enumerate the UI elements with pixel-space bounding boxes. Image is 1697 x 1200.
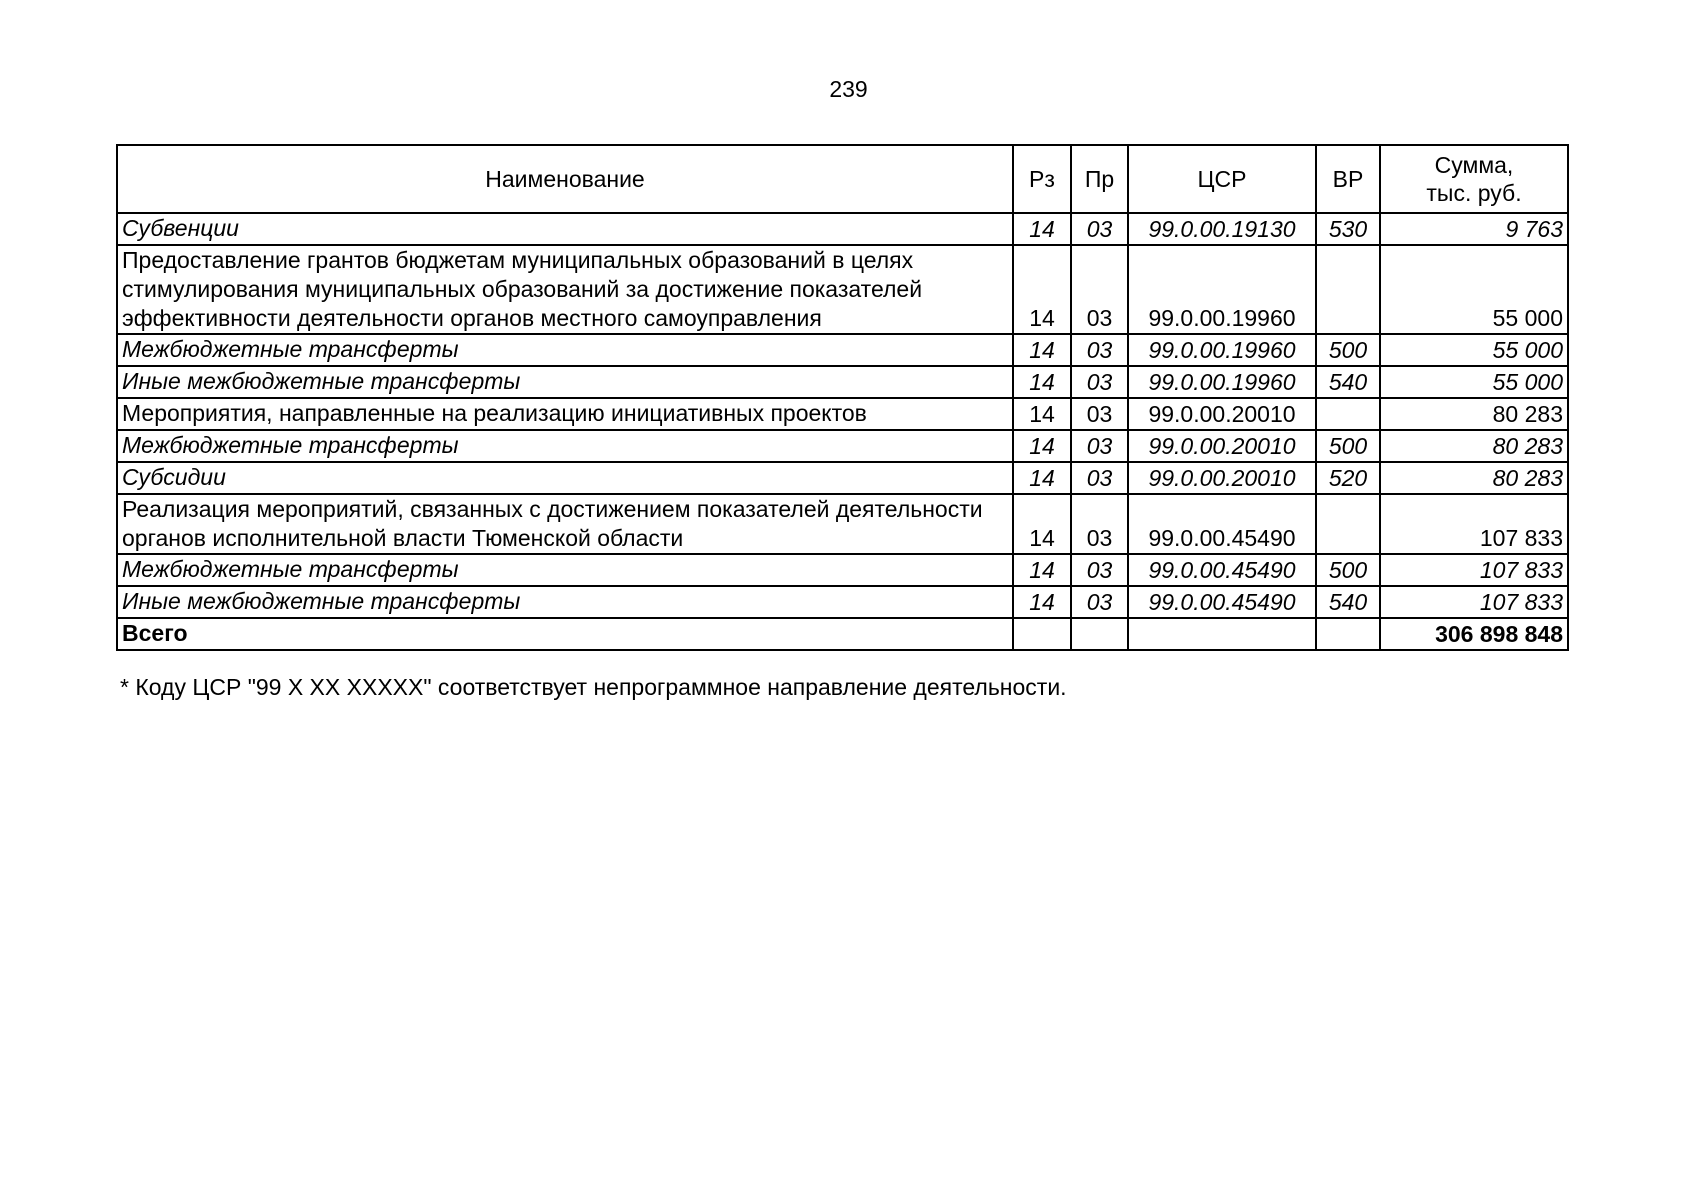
cell-rz: 14 [1013,430,1071,462]
cell-pr: 03 [1071,334,1128,366]
cell-name: Субсидии [117,462,1013,494]
cell-vr [1316,618,1380,650]
cell-rz: 14 [1013,554,1071,586]
cell-name: Межбюджетные трансферты [117,334,1013,366]
footnote: * Коду ЦСР "99 Х ХХ ХХХХХ" соответствует непрограммное направление деятельности. [120,674,1067,700]
cell-pr: 03 [1071,430,1128,462]
cell-name: Мероприятия, направленные на реализацию инициативных проектов [117,398,1013,430]
budget-table [116,144,1569,651]
table-row [117,334,1568,366]
cell-sum: 80 283 [1380,398,1568,430]
cell-sum: 55 000 [1380,245,1568,334]
cell-pr [1071,618,1128,650]
header-sum-line2: тыс. руб. [1426,180,1522,206]
cell-pr: 03 [1071,213,1128,245]
cell-pr: 03 [1071,462,1128,494]
table-row [117,366,1568,398]
table-row [117,494,1568,554]
cell-rz: 14 [1013,213,1071,245]
cell-csr: 99.0.00.45490 [1128,586,1316,618]
cell-rz [1013,618,1071,650]
header-pr: Пр [1071,145,1128,213]
cell-csr [1128,618,1316,650]
cell-sum: 107 833 [1380,554,1568,586]
header-sum [1380,145,1568,213]
cell-rz: 14 [1013,586,1071,618]
cell-pr: 03 [1071,245,1128,334]
cell-name: Субвенции [117,213,1013,245]
cell-sum: 107 833 [1380,586,1568,618]
cell-rz: 14 [1013,494,1071,554]
header-name: Наименование [117,145,1013,213]
cell-vr: 530 [1316,213,1380,245]
cell-vr: 540 [1316,366,1380,398]
cell-name: Иные межбюджетные трансферты [117,366,1013,398]
cell-name: Межбюджетные трансферты [117,554,1013,586]
cell-sum: 107 833 [1380,494,1568,554]
cell-sum: 9 763 [1380,213,1568,245]
cell-vr: 500 [1316,430,1380,462]
header-vr: ВР [1316,145,1380,213]
cell-vr: 500 [1316,554,1380,586]
cell-name: Иные межбюджетные трансферты [117,586,1013,618]
cell-rz: 14 [1013,245,1071,334]
total-sum: 306 898 848 [1380,618,1568,650]
table-total-row [117,618,1568,650]
cell-sum: 80 283 [1380,462,1568,494]
cell-sum: 55 000 [1380,366,1568,398]
cell-name: Реализация мероприятий, связанных с достижением показателей деятельности органов исполнительной власти Тюменской области [117,494,1013,554]
cell-csr: 99.0.00.45490 [1128,494,1316,554]
cell-csr: 99.0.00.20010 [1128,462,1316,494]
table-header-row [117,145,1568,213]
cell-rz: 14 [1013,334,1071,366]
cell-csr: 99.0.00.20010 [1128,430,1316,462]
table-row [117,430,1568,462]
cell-vr [1316,245,1380,334]
cell-rz: 14 [1013,366,1071,398]
table-row [117,554,1568,586]
header-csr: ЦСР [1128,145,1316,213]
page-number: 239 [829,76,868,102]
header-sum-line1: Сумма, [1434,152,1514,178]
cell-vr: 520 [1316,462,1380,494]
cell-vr: 500 [1316,334,1380,366]
cell-csr: 99.0.00.19960 [1128,245,1316,334]
cell-rz: 14 [1013,462,1071,494]
table-row [117,213,1568,245]
cell-csr: 99.0.00.45490 [1128,554,1316,586]
cell-name: Предоставление грантов бюджетам муниципальных образований в целях стимулирования муниципальных образований за достижение показателей эффективности деятельности органов местного самоуправления [117,245,1013,334]
table-row [117,462,1568,494]
cell-csr: 99.0.00.19960 [1128,334,1316,366]
cell-pr: 03 [1071,554,1128,586]
table-row [117,245,1568,334]
header-rz: Рз [1013,145,1071,213]
table-row [117,398,1568,430]
cell-vr [1316,494,1380,554]
cell-pr: 03 [1071,398,1128,430]
cell-sum: 55 000 [1380,334,1568,366]
cell-csr: 99.0.00.19130 [1128,213,1316,245]
table-row [117,586,1568,618]
cell-vr: 540 [1316,586,1380,618]
cell-sum: 80 283 [1380,430,1568,462]
cell-pr: 03 [1071,586,1128,618]
cell-rz: 14 [1013,398,1071,430]
cell-pr: 03 [1071,366,1128,398]
cell-csr: 99.0.00.20010 [1128,398,1316,430]
cell-pr: 03 [1071,494,1128,554]
total-label: Всего [117,618,1013,650]
cell-name: Межбюджетные трансферты [117,430,1013,462]
cell-vr [1316,398,1380,430]
cell-csr: 99.0.00.19960 [1128,366,1316,398]
